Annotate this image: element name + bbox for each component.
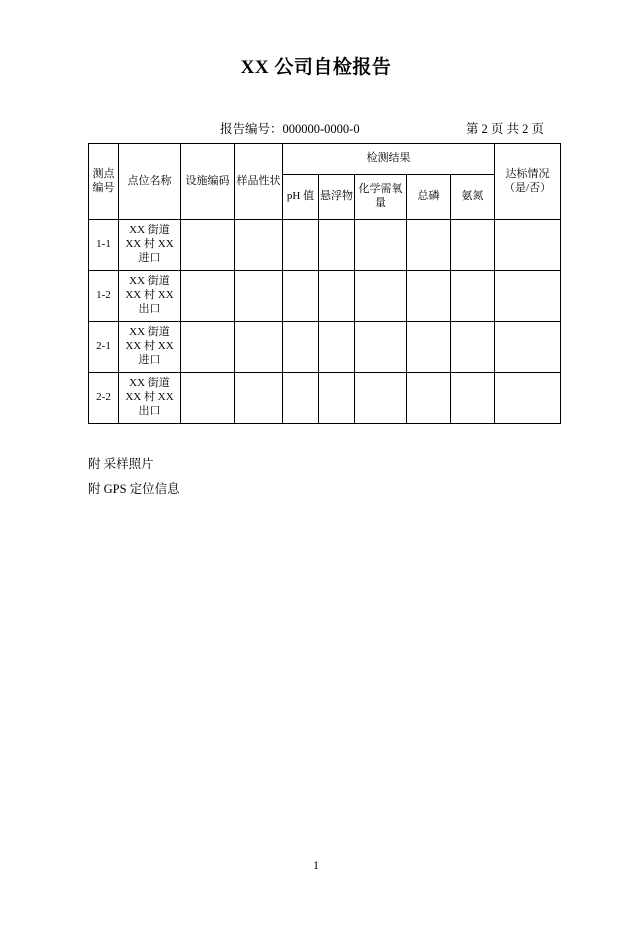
report-meta-row (88, 119, 544, 137)
cell-ph[interactable] (283, 373, 319, 424)
cell-tp[interactable] (407, 373, 451, 424)
cell-cod[interactable] (355, 322, 407, 373)
cell-facility-code[interactable] (181, 271, 235, 322)
cell-point-name: XX 街道 XX 村 XX 出口 (119, 373, 181, 424)
cell-compliance[interactable] (495, 220, 561, 271)
cell-facility-code[interactable] (181, 373, 235, 424)
cell-tp[interactable] (407, 271, 451, 322)
header-point-no: 测点编号 (89, 144, 119, 220)
cell-ammonia[interactable] (451, 322, 495, 373)
cell-ammonia[interactable] (451, 271, 495, 322)
self-inspection-table (88, 143, 561, 424)
cell-ph[interactable] (283, 322, 319, 373)
page-indicator: 第 2 页 共 2 页 (465, 122, 544, 136)
cell-tp[interactable] (407, 220, 451, 271)
header-compliance: 达标情况（是/否） (495, 144, 561, 220)
cell-cod[interactable] (355, 271, 407, 322)
table-row (89, 271, 561, 322)
report-number (220, 119, 360, 137)
cell-facility-code[interactable] (181, 322, 235, 373)
report-number-label: 报告编号： (220, 122, 283, 136)
cell-sample-property[interactable] (235, 322, 283, 373)
cell-sample-property[interactable] (235, 220, 283, 271)
cell-compliance[interactable] (495, 322, 561, 373)
cell-ss[interactable] (319, 220, 355, 271)
cell-cod[interactable] (355, 373, 407, 424)
cell-ss[interactable] (319, 322, 355, 373)
attachment-item: 附 GPS 定位信息 (88, 482, 180, 496)
cell-point-name: XX 街道 XX 村 XX 进口 (119, 322, 181, 373)
header-ammonia: 氨氮 (451, 175, 495, 220)
document-page (0, 52, 632, 925)
attachment-list (88, 452, 544, 502)
header-ph: pH 值 (283, 175, 319, 220)
cell-ammonia[interactable] (451, 220, 495, 271)
cell-point-name: XX 街道 XX 村 XX 进口 (119, 220, 181, 271)
cell-point-no: 1-1 (89, 220, 119, 271)
cell-point-no: 2-2 (89, 373, 119, 424)
footer-page-number: 1 (313, 858, 319, 872)
table-body (89, 220, 561, 424)
header-sample-property: 样品性状 (235, 144, 283, 220)
cell-ph[interactable] (283, 271, 319, 322)
cell-point-no: 1-2 (89, 271, 119, 322)
table-row (89, 373, 561, 424)
header-tp: 总磷 (407, 175, 451, 220)
header-cod: 化学需氧量 (355, 175, 407, 220)
cell-ss[interactable] (319, 373, 355, 424)
table-row (89, 322, 561, 373)
cell-point-name: XX 街道 XX 村 XX 出口 (119, 271, 181, 322)
cell-facility-code[interactable] (181, 220, 235, 271)
cell-ammonia[interactable] (451, 373, 495, 424)
cell-compliance[interactable] (495, 271, 561, 322)
attachment-item: 附 采样照片 (88, 457, 154, 471)
page-title: XX 公司自检报告 (240, 57, 392, 78)
table-header-row-1 (89, 144, 561, 175)
header-point-name: 点位名称 (119, 144, 181, 220)
header-test-results: 检测结果 (283, 144, 495, 175)
cell-point-no: 2-1 (89, 322, 119, 373)
cell-ph[interactable] (283, 220, 319, 271)
cell-ss[interactable] (319, 271, 355, 322)
cell-compliance[interactable] (495, 373, 561, 424)
report-number-value: 000000-0000-0 (282, 122, 360, 136)
header-facility-code: 设施编码 (181, 144, 235, 220)
cell-sample-property[interactable] (235, 373, 283, 424)
table-row (89, 220, 561, 271)
header-ss: 悬浮物 (319, 175, 355, 220)
cell-tp[interactable] (407, 322, 451, 373)
cell-sample-property[interactable] (235, 271, 283, 322)
cell-cod[interactable] (355, 220, 407, 271)
